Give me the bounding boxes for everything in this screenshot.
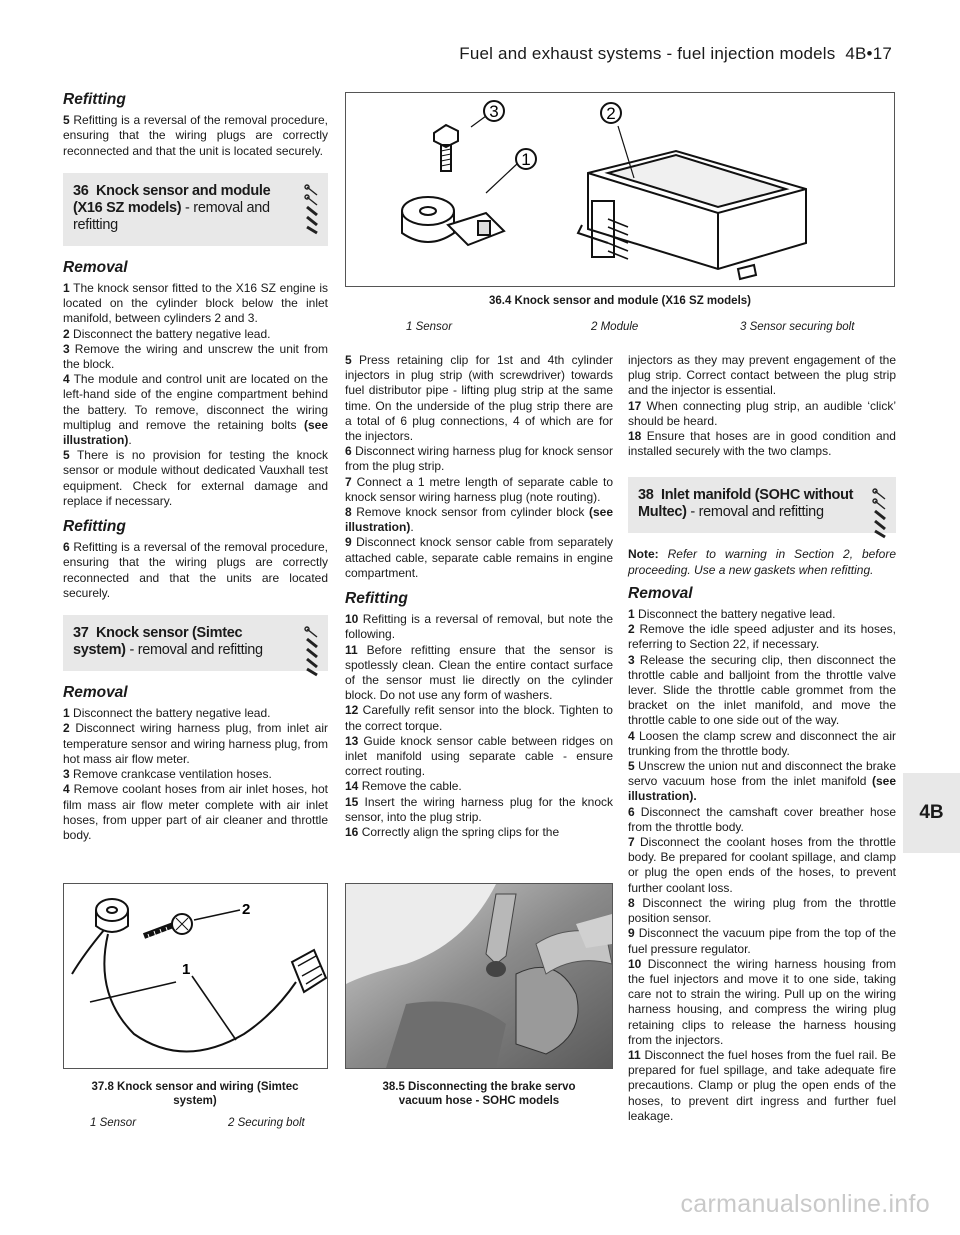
paragraph: 18 Ensure that hoses are in good condition and installed securely with the two clamps.	[628, 429, 896, 459]
paragraph: 4 Loosen the clamp screw and disconnect the air trunking from the throttle body.	[628, 728, 896, 758]
column-1	[63, 92, 328, 843]
legend-item: 1 Sensor	[90, 1117, 137, 1129]
watermark: carmanualsonline.info	[680, 1190, 930, 1218]
paragraph: 3 Release the securing clip, then disconnect the throttle cable and balljoint from the throttle valve lever. Slide the throttle cable grommet from the bracket on the inlet manifold, and move the throttle cable to one side out of the way.	[628, 652, 896, 728]
callout-2: 2	[242, 901, 251, 918]
callout-2: 2	[606, 104, 616, 123]
difficulty-spanner-icon	[872, 487, 888, 539]
paragraph: 7 Disconnect the coolant hoses from the throttle body. Be prepared for coolant spillage, and clamp or plug the open ends of the hoses, to prevent further coolant loss.	[628, 835, 896, 895]
paragraph: 9 Disconnect the vacuum pipe from the top of the fuel pressure regulator.	[628, 926, 896, 956]
paragraph: 2 Disconnect the battery negative lead.	[63, 326, 271, 341]
header-page-number: 4B•17	[845, 44, 892, 63]
figure-37-8-caption: 37.8 Knock sensor and wiring (Simtec system)	[91, 1081, 299, 1107]
subheading-removal: Removal	[628, 584, 693, 602]
note: Note: Refer to warning in Section 2, before proceeding. Use a new gaskets when refitting.	[628, 547, 896, 577]
paragraph: 3 Remove the wiring and unscrew the unit from the block.	[63, 341, 328, 372]
legend-item: 2 Securing bolt	[228, 1117, 305, 1129]
paragraph: 6 Disconnect the camshaft cover breather hose from the throttle body.	[628, 804, 896, 834]
paragraph: 17 When connecting plug strip, an audible ‘click’ should be heard.	[628, 398, 896, 428]
knock-sensor-module-illustration	[346, 93, 894, 286]
paragraph: 10 Disconnect the wiring harness housing from the fuel injectors and move it to one side, taking care not to strain the wiring. Pull up on the wiring harness housing, and compress the wiring plug retaining clips to release the harness housing from the injectors.	[628, 956, 896, 1047]
figure-36-4	[345, 92, 895, 287]
subheading-removal: Removal	[63, 684, 128, 702]
paragraph: 2 Disconnect wiring harness plug, from inlet air temperature sensor and wiring harness plug, from hot mass air flow meter.	[63, 721, 328, 766]
paragraph: 7 Connect a 1 metre length of separate cable to knock sensor wiring harness plug (note routing).	[345, 474, 613, 504]
paragraph: 8 Remove knock sensor from cylinder block (see illustration).	[345, 505, 613, 535]
paragraph: 6 Disconnect wiring harness plug for knock sensor from the plug strip.	[345, 444, 613, 474]
paragraph: 4 Remove coolant hoses from air inlet hoses, hot film mass air flow meter complete with air inlet hoses, from upper part of air cleaner and throttle body.	[63, 782, 329, 842]
section-36-heading: 36 Knock sensor and module (X16 SZ models) - removal and refitting	[63, 173, 328, 246]
subheading-refitting: Refitting	[63, 518, 126, 536]
chapter-tab: 4B	[903, 773, 960, 853]
paragraph: 4 The module and control unit are located on the left-hand side of the engine compartment behind the battery. To remove, disconnect the wiring multiplug and remove the retaining bolts (see illustration).	[63, 372, 328, 448]
paragraph: 6 Refitting is a reversal of the removal procedure, ensuring that the wiring plugs are correctly reconnected and that the units are located securely.	[63, 540, 328, 600]
difficulty-spanner-icon	[304, 183, 320, 235]
figure-36-4-caption: 36.4 Knock sensor and module (X16 SZ models)	[488, 295, 752, 307]
figure-37-8	[63, 883, 328, 1069]
header-title: Fuel and exhaust systems - fuel injection models	[459, 44, 836, 63]
paragraph: 1 Disconnect the battery negative lead.	[628, 607, 836, 622]
paragraph: 15 Insert the wiring harness plug for the knock sensor, into the plug strip.	[345, 794, 613, 824]
difficulty-spanner-icon	[304, 625, 320, 677]
paragraph: 16 Correctly align the spring clips for the	[345, 825, 560, 840]
paragraph: 5 Press retaining clip for 1st and 4th cylinder injectors in plug strip (with screwdriver) towards fuel distributor pipe - lifting plug strip at the same time. On the underside of the plug strip there are a total of 6 plug connections, 4 of which are for the injectors.	[345, 353, 613, 444]
engine-photo	[346, 884, 612, 1068]
callout-1: 1	[521, 150, 531, 169]
section-37-heading: 37 Knock sensor (Simtec system) - removal and refitting	[63, 615, 328, 671]
subheading-removal: Removal	[63, 258, 128, 276]
subheading-refitting: Refitting	[63, 91, 126, 108]
figure-38-5-caption: 38.5 Disconnecting the brake servo vacuum hose - SOHC models	[382, 1081, 576, 1107]
paragraph: 14 Remove the cable.	[345, 779, 462, 794]
figure-38-5	[345, 883, 613, 1069]
legend-item: 2 Module	[591, 321, 639, 333]
paragraph: 5 There is no provision for testing the knock sensor or module without dedicated Vauxhall test equipment. Check for external damage and replace if necessary.	[63, 448, 328, 508]
paragraph: 11 Disconnect the fuel hoses from the fuel rail. Be prepared for fuel spillage, and take adequate fire precautions. Clamp or plug the open ends of the hoses, to prevent dirt ingress and further fuel leakage.	[628, 1047, 896, 1123]
paragraph: 1 The knock sensor fitted to the X16 SZ engine is located on the cylinder block below the inlet manifold, between cylinders 2 and 3.	[63, 281, 328, 326]
callout-3: 3	[489, 102, 499, 121]
paragraph: 10 Refitting is a reversal of removal, but note the following.	[345, 612, 613, 642]
paragraph: 5 Unscrew the union nut and disconnect the brake servo vacuum hose from the inlet manifold (see illustration).	[628, 759, 896, 804]
legend-item: 1 Sensor	[406, 321, 453, 333]
column-3	[628, 353, 896, 1124]
paragraph: 1 Disconnect the battery negative lead.	[63, 706, 271, 721]
paragraph: 12 Carefully refit sensor into the block. Tighten to the correct torque.	[345, 703, 613, 733]
page-header	[459, 44, 892, 64]
paragraph: 9 Disconnect knock sensor cable from separately attached cable, separate cable remains in engine compartment.	[345, 535, 613, 580]
paragraph: 11 Before refitting ensure that the sensor is spotlessly clean. Clean the entire contact surface of the sensor must lie directly on the cylinder block. Do not use any form of washers.	[345, 642, 613, 703]
paragraph: 5 Refitting is a reversal of the removal procedure, ensuring that the wiring plugs are correctly reconnected and that the unit is located securely.	[63, 113, 328, 158]
paragraph: 8 Disconnect the wiring plug from the throttle position sensor.	[628, 895, 896, 926]
column-2	[345, 353, 613, 840]
knock-sensor-wiring-illustration	[64, 884, 327, 1068]
paragraph: 3 Remove crankcase ventilation hoses.	[63, 767, 272, 782]
subheading-refitting: Refitting	[345, 590, 408, 608]
paragraph: 2 Remove the idle speed adjuster and its hoses, referring to Section 22, if necessary.	[628, 622, 896, 652]
callout-1: 1	[182, 961, 191, 978]
paragraph: 13 Guide knock sensor cable between ridges on inlet manifold using separate cable - ensure correct routing.	[345, 733, 613, 779]
legend-item: 3 Sensor securing bolt	[740, 321, 855, 333]
paragraph: injectors as they may prevent engagement of the plug strip. Correct contact between the plug strip and the injector is essential.	[628, 353, 896, 398]
section-38-heading: 38 Inlet manifold (SOHC without Multec) - removal and refitting	[628, 477, 896, 533]
